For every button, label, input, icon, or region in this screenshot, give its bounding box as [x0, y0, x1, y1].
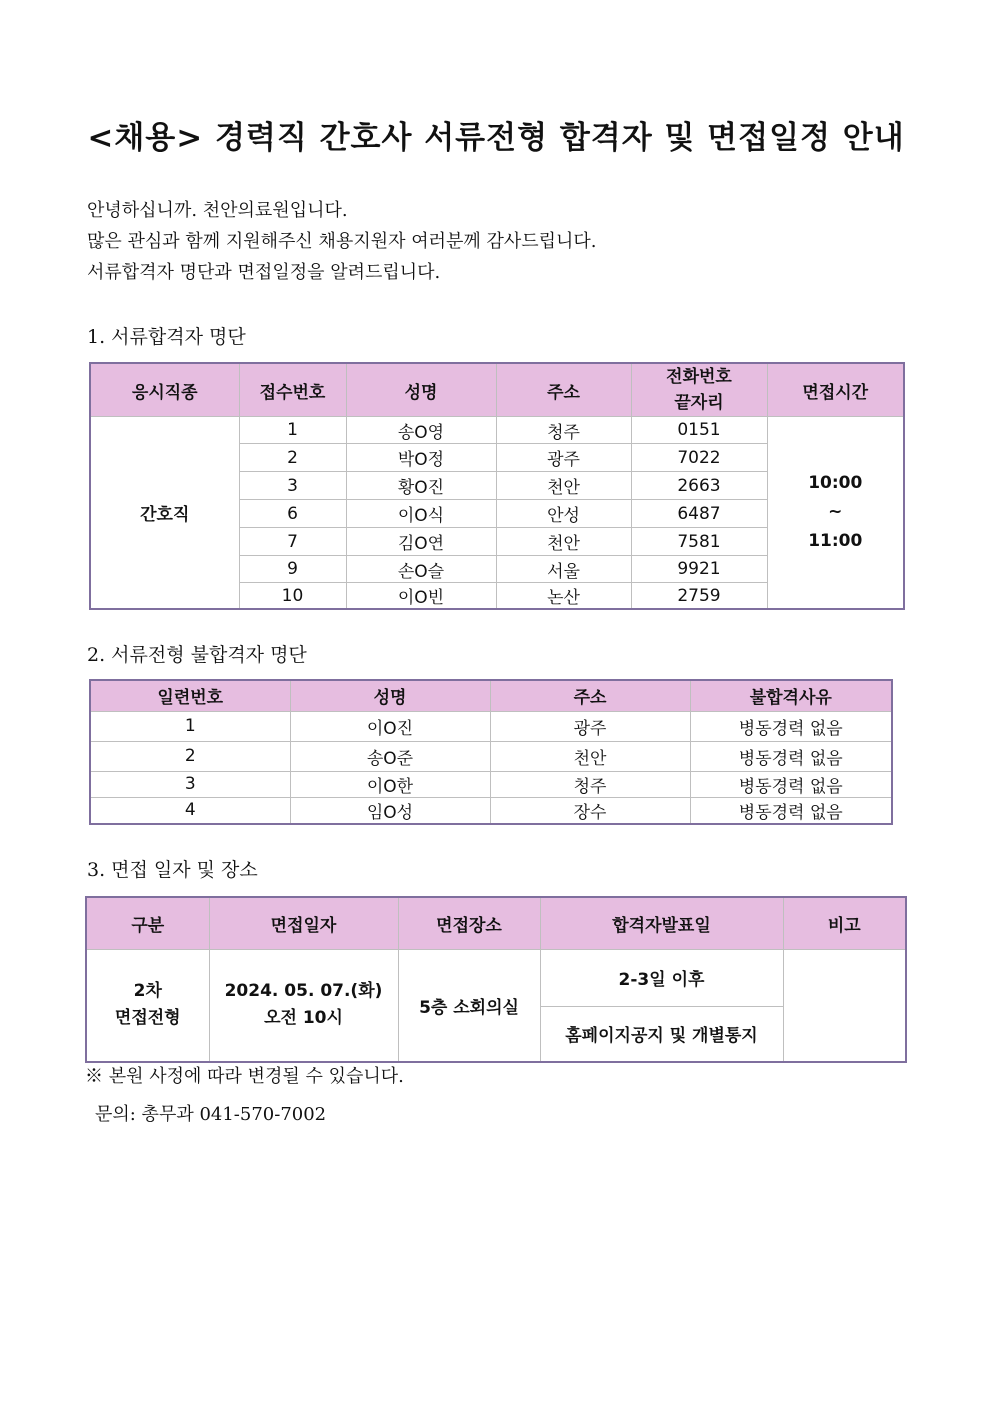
applicant-address: 천안: [490, 741, 690, 771]
serial-number: 1: [90, 711, 290, 741]
remark-cell: [783, 949, 906, 1062]
applicant-address: 서울: [496, 556, 631, 583]
rejection-reason: 병동경력 없음: [690, 771, 892, 797]
time-start: 10:00: [808, 473, 863, 493]
applicant-address: 청주: [496, 417, 631, 444]
applicant-address: 천안: [496, 472, 631, 500]
table-header-row: [86, 897, 906, 949]
applicant-address: 청주: [490, 771, 690, 797]
serial-number: 2: [90, 741, 290, 771]
header-cell: 응시직종: [90, 363, 239, 417]
applicant-name: 황O진: [346, 472, 496, 500]
phone-suffix: 2663: [631, 472, 767, 500]
time-separator: ~: [828, 502, 843, 522]
header-cell: 불합격사유: [690, 680, 892, 711]
applicant-address: 광주: [496, 444, 631, 472]
section3-heading: 3. 면접 일자 및 장소: [87, 859, 258, 881]
applicant-address: 장수: [490, 797, 690, 824]
page-title: <채용> 경력직 간호사 서류전형 합격자 및 면접일정 안내: [87, 120, 905, 156]
applicant-name: 송O영: [346, 417, 496, 444]
header-cell: 구분: [86, 897, 209, 949]
intro-line: 많은 관심과 함께 지원해주신 채용지원자 여러분께 감사드립니다.: [87, 231, 597, 252]
receipt-number: 10: [239, 583, 346, 610]
header-cell: 면접시간: [767, 363, 904, 417]
phone-suffix: 6487: [631, 500, 767, 528]
table-row: [90, 741, 892, 771]
applicant-name: 손O슬: [346, 556, 496, 583]
applicant-name: 이O식: [346, 500, 496, 528]
applicant-name: 박O정: [346, 444, 496, 472]
receipt-number: 9: [239, 556, 346, 583]
applicant-name: 임O성: [290, 797, 490, 824]
table-header-row: [90, 363, 904, 417]
announcement-method: 홈페이지공지 및 개별통지: [540, 1006, 783, 1062]
header-cell: 주소: [490, 680, 690, 711]
rejection-reason: 병동경력 없음: [690, 797, 892, 824]
rejection-reason: 병동경력 없음: [690, 741, 892, 771]
header-cell: 성명: [346, 363, 496, 417]
interview-hour: 오전 10시: [264, 1008, 343, 1029]
header-cell: 합격자발표일: [540, 897, 783, 949]
receipt-number: 7: [239, 528, 346, 556]
job-category-cell: 간호직: [90, 417, 239, 610]
table-row: [86, 949, 906, 1006]
contact-info: 문의: 총무과 041-570-7002: [95, 1104, 327, 1125]
header-cell: 비고: [783, 897, 906, 949]
phone-suffix: 2759: [631, 583, 767, 610]
table-row: [90, 417, 904, 444]
intro-line: 서류합격자 명단과 면접일정을 알려드립니다.: [87, 262, 441, 283]
header-cell: 일련번호: [90, 680, 290, 711]
receipt-number: 1: [239, 417, 346, 444]
applicant-name: 이O빈: [346, 583, 496, 610]
interview-time-cell: [767, 417, 904, 610]
applicant-name: 송O준: [290, 741, 490, 771]
announcement-date: 2-3일 이후: [540, 949, 783, 1006]
receipt-number: 3: [239, 472, 346, 500]
phone-suffix: 9921: [631, 556, 767, 583]
interview-place: 5층 소회의실: [398, 949, 540, 1062]
change-notice: ※ 본원 사정에 따라 변경될 수 있습니다.: [85, 1066, 404, 1087]
table-row: [90, 711, 892, 741]
applicant-address: 안성: [496, 500, 631, 528]
header-cell: 접수번호: [239, 363, 346, 417]
time-end: 11:00: [808, 531, 863, 551]
serial-number: 3: [90, 771, 290, 797]
header-cell: 주소: [496, 363, 631, 417]
phone-suffix: 7581: [631, 528, 767, 556]
header-cell: 성명: [290, 680, 490, 711]
applicant-name: 이O진: [290, 711, 490, 741]
header-cell: 면접일자: [209, 897, 398, 949]
phone-suffix: 7022: [631, 444, 767, 472]
table-row: [90, 797, 892, 824]
table-row: [90, 771, 892, 797]
receipt-number: 2: [239, 444, 346, 472]
rejection-reason: 병동경력 없음: [690, 711, 892, 741]
table-header-row: [90, 680, 892, 711]
interview-date-cell: [209, 949, 398, 1062]
applicant-address: 광주: [490, 711, 690, 741]
header-cell: 면접장소: [398, 897, 540, 949]
passed-applicants-table: [89, 362, 905, 610]
receipt-number: 6: [239, 500, 346, 528]
category-line: 2차: [133, 981, 162, 1002]
serial-number: 4: [90, 797, 290, 824]
applicant-address: 천안: [496, 528, 631, 556]
section2-heading: 2. 서류전형 불합격자 명단: [87, 644, 307, 666]
applicant-address: 논산: [496, 583, 631, 610]
header-cell: 전화번호 끝자리: [631, 363, 767, 417]
interview-schedule-table: [85, 896, 907, 1063]
category-line: 면접전형: [114, 1008, 181, 1029]
intro-text: [87, 195, 597, 288]
interview-date: 2024. 05. 07.(화): [224, 981, 383, 1002]
category-cell: [86, 949, 209, 1062]
applicant-name: 김O연: [346, 528, 496, 556]
applicant-name: 이O한: [290, 771, 490, 797]
section1-heading: 1. 서류합격자 명단: [87, 326, 246, 348]
phone-suffix: 0151: [631, 417, 767, 444]
intro-line: 안녕하십니까. 천안의료원입니다.: [87, 200, 348, 221]
rejected-applicants-table: [89, 679, 893, 825]
